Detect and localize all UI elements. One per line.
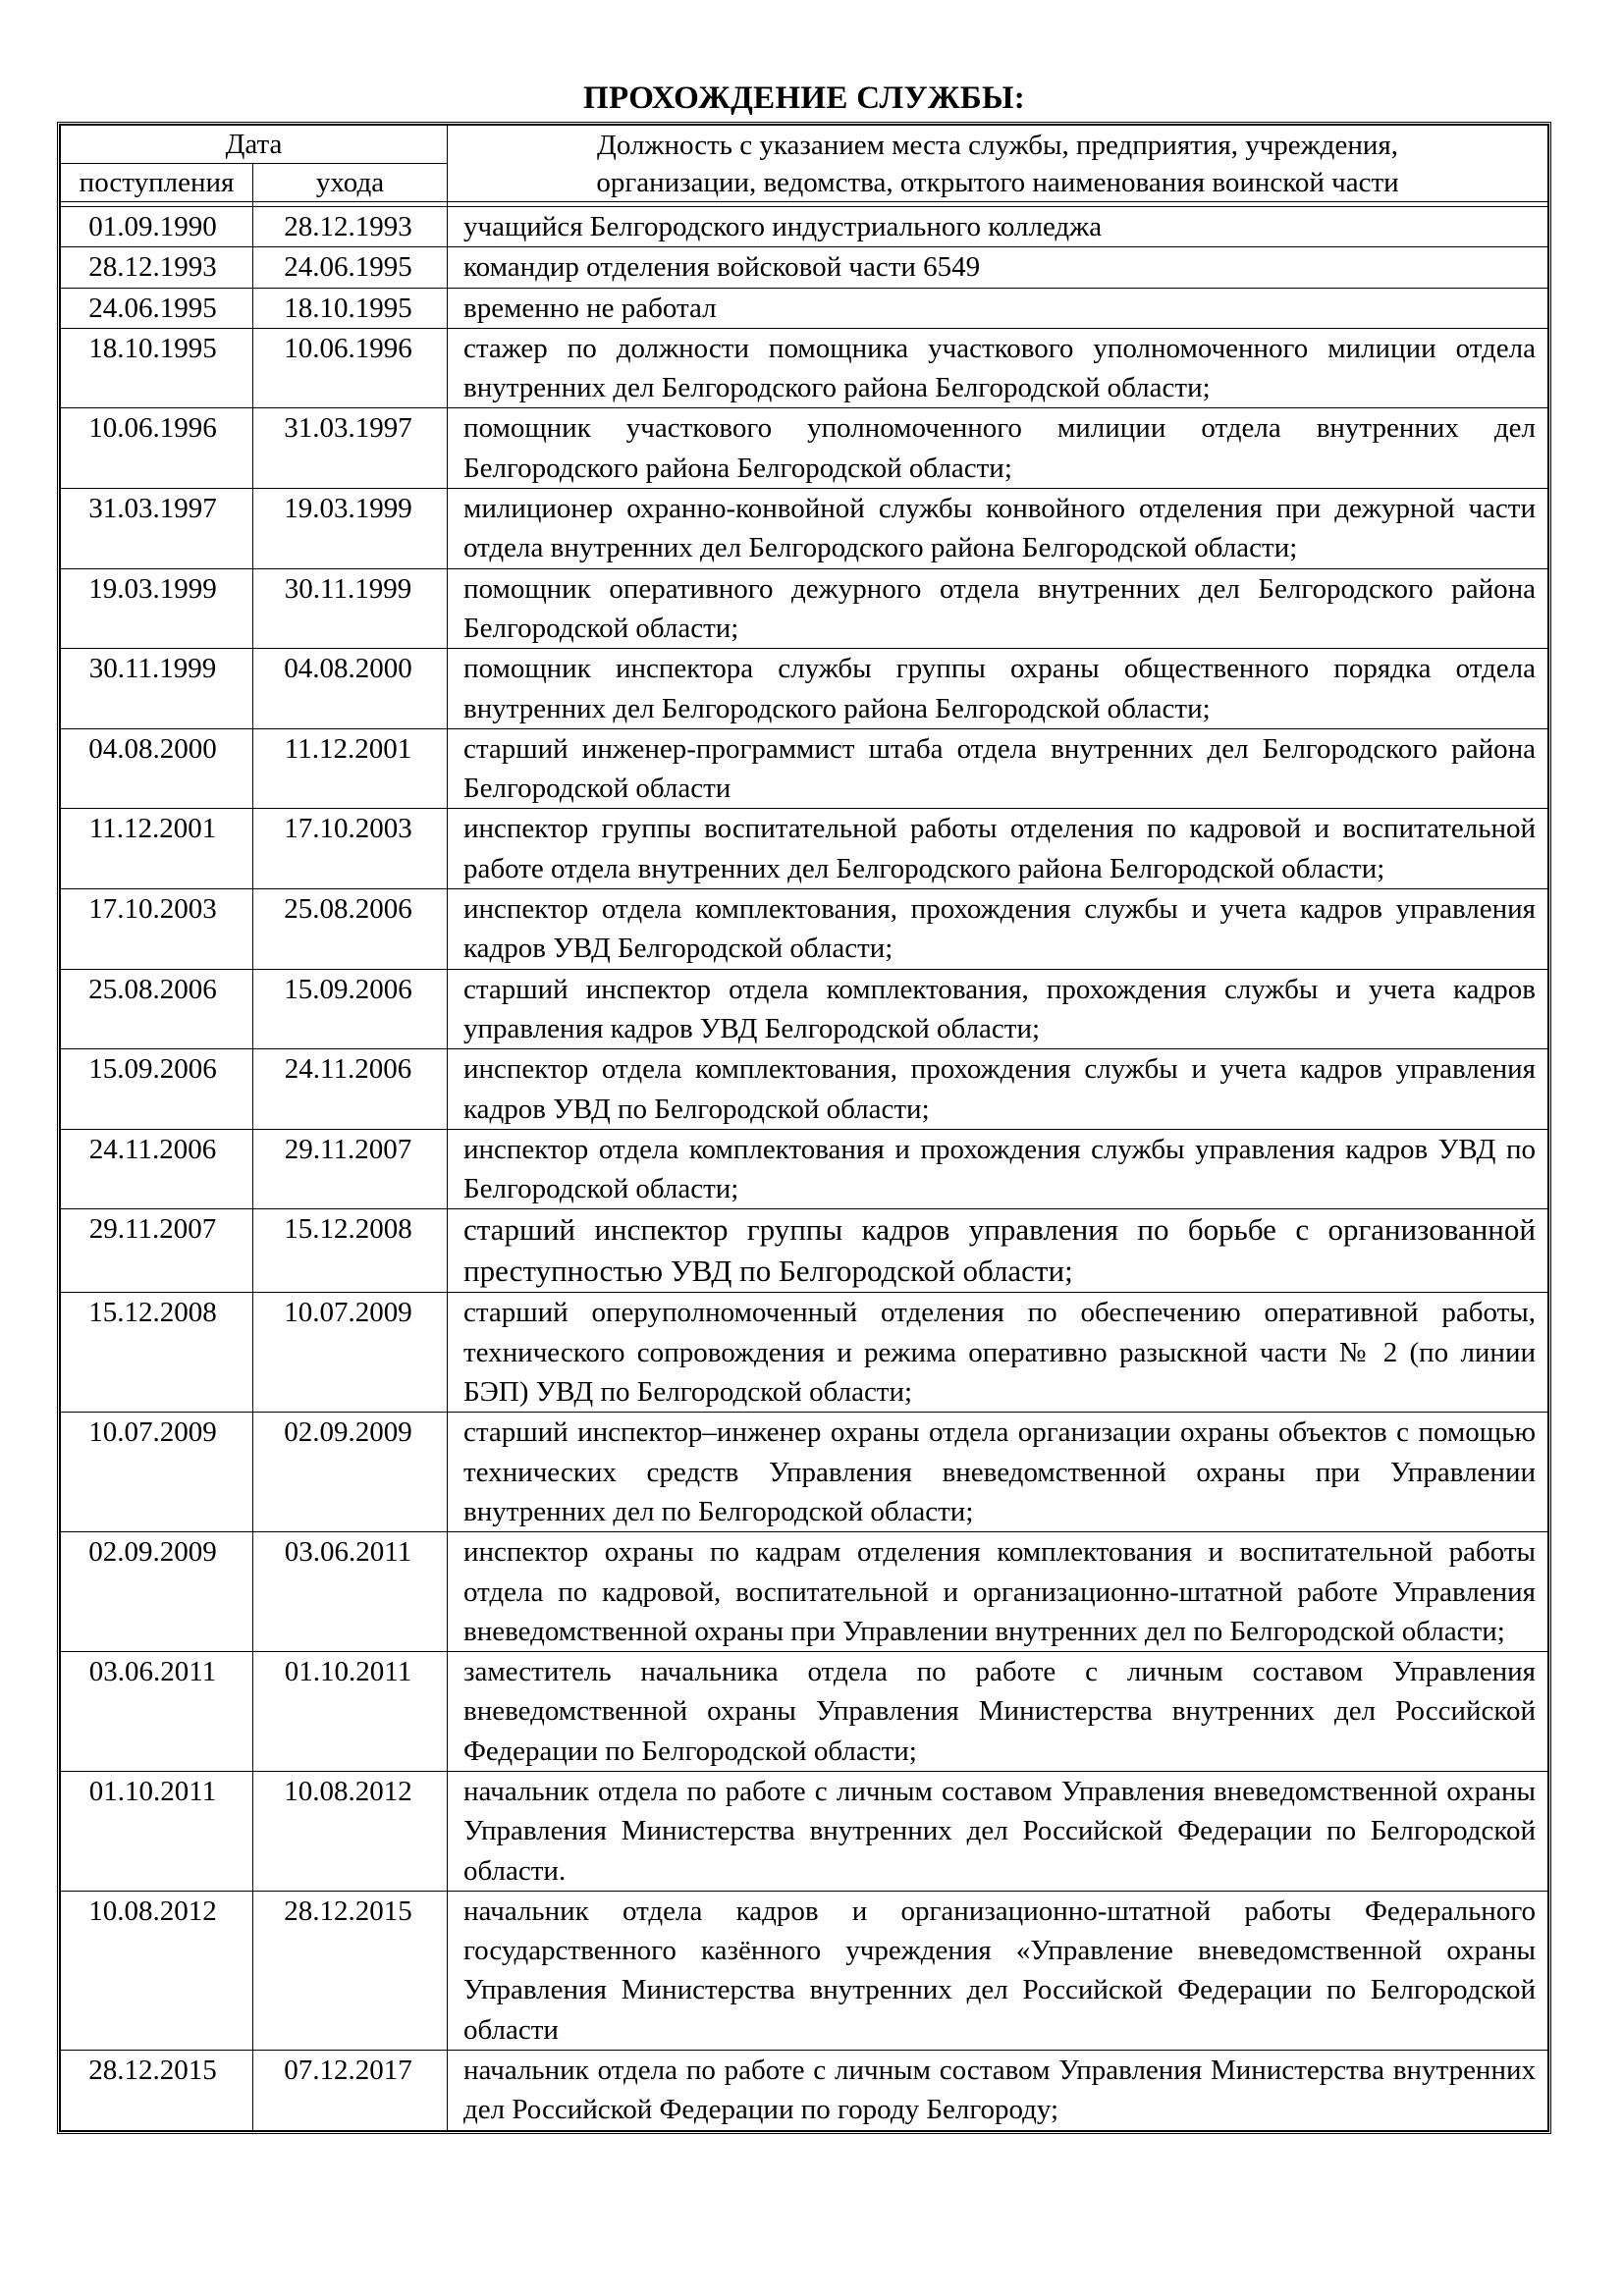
- position-cell: инспектор отдела комплектования, прохождения службы и учета кадров управления кадров УВД по Белгородской области;: [448, 1049, 1548, 1130]
- table-row: [61, 247, 1548, 288]
- table-row: [61, 1413, 1548, 1532]
- end-date-cell: 17.10.2003: [253, 809, 448, 889]
- page-title: ПРОХОЖДЕНИЕ СЛУЖБЫ:: [582, 80, 1026, 116]
- header-end-date: ухода: [253, 164, 448, 202]
- position-cell: инспектор отдела комплектования, прохождения службы и учета кадров управления кадров УВД Белгородской области;: [448, 889, 1548, 970]
- start-date-cell: 02.09.2009: [61, 1532, 253, 1652]
- position-cell: помощник инспектора службы группы охраны общественного порядка отдела внутренних дел Белгородского района Белгородской области;: [448, 649, 1548, 729]
- table-row: [61, 1293, 1548, 1413]
- end-date-cell: 07.12.2017: [253, 2051, 448, 2131]
- start-date-cell: 15.12.2008: [61, 1293, 253, 1413]
- start-date-cell: 29.11.2007: [61, 1209, 253, 1293]
- table-row: [61, 1209, 1548, 1293]
- end-date-cell: 29.11.2007: [253, 1129, 448, 1209]
- end-date-cell: 04.08.2000: [253, 649, 448, 729]
- position-cell: инспектор охраны по кадрам отделения комплектования и воспитательной работы отдела по кадровой, воспитательной и организационно-штатной работе Управления вневедомственной охраны при Управлении внутренних дел по Белгородской области;: [448, 1532, 1548, 1652]
- position-cell: старший инженер-программист штаба отдела внутренних дел Белгородского района Белгородской области: [448, 728, 1548, 809]
- start-date-cell: 01.10.2011: [61, 1771, 253, 1891]
- start-date-cell: 10.08.2012: [61, 1891, 253, 2050]
- position-cell: старший оперуполномоченный отделения по обеспечению оперативной работы, технического сопровождения и режима оперативно разыскной части № 2 (по линии БЭП) УВД по Белгородской области;: [448, 1293, 1548, 1413]
- position-cell: командир отделения войсковой части 6549: [448, 247, 1548, 288]
- position-cell: учащийся Белгородского индустриального колледжа: [448, 207, 1548, 247]
- end-date-cell: 24.06.1995: [253, 247, 448, 288]
- table-row: [61, 1532, 1548, 1652]
- end-date-cell: 19.03.1999: [253, 489, 448, 569]
- header-date: Дата: [61, 126, 448, 164]
- end-date-cell: 15.12.2008: [253, 1209, 448, 1293]
- service-record-rows: [61, 207, 1548, 2131]
- position-cell: старший инспектор отдела комплектования, прохождения службы и учета кадров управления кадров УВД Белгородской области;: [448, 969, 1548, 1049]
- service-record-table-frame: [57, 122, 1551, 2134]
- position-cell: помощник оперативного дежурного отдела внутренних дел Белгородского района Белгородской области;: [448, 568, 1548, 649]
- end-date-cell: 10.07.2009: [253, 1293, 448, 1413]
- end-date-cell: 25.08.2006: [253, 889, 448, 970]
- start-date-cell: 30.11.1999: [61, 649, 253, 729]
- end-date-cell: 01.10.2011: [253, 1652, 448, 1772]
- table-row: [61, 889, 1548, 970]
- table-row: [61, 328, 1548, 408]
- start-date-cell: 11.12.2001: [61, 809, 253, 889]
- start-date-cell: 18.10.1995: [61, 328, 253, 408]
- start-date-cell: 25.08.2006: [61, 969, 253, 1049]
- start-date-cell: 24.06.1995: [61, 288, 253, 328]
- position-cell: помощник участкового уполномоченного милиции отдела внутренних дел Белгородского района Белгородской области;: [448, 408, 1548, 489]
- table-row: [61, 1129, 1548, 1209]
- start-date-cell: 04.08.2000: [61, 728, 253, 809]
- position-cell: милиционер охранно-конвойной службы конвойного отделения при дежурной части отдела внутренних дел Белгородского района Белгородской области;: [448, 489, 1548, 569]
- header-position-line-2: организации, ведомства, открытого наименования воинской части: [596, 166, 1399, 198]
- end-date-cell: 11.12.2001: [253, 728, 448, 809]
- position-cell: стажер по должности помощника участкового уполномоченного милиции отдела внутренних дел Белгородского района Белгородской области;: [448, 328, 1548, 408]
- table-row: [61, 288, 1548, 328]
- position-cell: начальник отдела по работе с личным составом Управления вневедомственной охраны Управления Министерства внутренних дел Российской Федерации по Белгородской области.: [448, 1771, 1548, 1891]
- end-date-cell: 10.08.2012: [253, 1771, 448, 1891]
- table-row: [61, 1891, 1548, 2050]
- table-row: [61, 969, 1548, 1049]
- table-row: [61, 489, 1548, 569]
- start-date-cell: 17.10.2003: [61, 889, 253, 970]
- end-date-cell: 30.11.1999: [253, 568, 448, 649]
- table-row: [61, 809, 1548, 889]
- position-cell: инспектор группы воспитательной работы отделения по кадровой и воспитательной работе отдела внутренних дел Белгородского района Белгородской области;: [448, 809, 1548, 889]
- end-date-cell: 24.11.2006: [253, 1049, 448, 1130]
- table-row: [61, 2051, 1548, 2131]
- end-date-cell: 15.09.2006: [253, 969, 448, 1049]
- end-date-cell: 18.10.1995: [253, 288, 448, 328]
- end-date-cell: 02.09.2009: [253, 1413, 448, 1532]
- position-cell: начальник отдела кадров и организационно-штатной работы Федерального государственного казённого учреждения «Управление вневедомственной охраны Управления Министерства внутренних дел Российской Федерации по Белгородской области: [448, 1891, 1548, 2050]
- position-cell: старший инспектор–инженер охраны отдела организации охраны объектов с помощью технических средств Управления вневедомственной охраны при Управлении внутренних дел по Белгородской области;: [448, 1413, 1548, 1532]
- end-date-cell: 03.06.2011: [253, 1532, 448, 1652]
- position-cell: временно не работал: [448, 288, 1548, 328]
- start-date-cell: 28.12.1993: [61, 247, 253, 288]
- table-row: [61, 1049, 1548, 1130]
- start-date-cell: 31.03.1997: [61, 489, 253, 569]
- start-date-cell: 03.06.2011: [61, 1652, 253, 1772]
- start-date-cell: 28.12.2015: [61, 2051, 253, 2131]
- table-row: [61, 1652, 1548, 1772]
- document-page: [57, 77, 1551, 2134]
- end-date-cell: 10.06.1996: [253, 328, 448, 408]
- table-row: [61, 408, 1548, 489]
- table-row: [61, 649, 1548, 729]
- header-start-date: поступления: [61, 164, 253, 202]
- start-date-cell: 15.09.2006: [61, 1049, 253, 1130]
- service-record-table: [60, 125, 1548, 2131]
- position-cell: старший инспектор группы кадров управления по борьбе с организованной преступностью УВД по Белгородской области;: [448, 1209, 1548, 1293]
- position-cell: заместитель начальника отдела по работе с личным составом Управления вневедомственной охраны Управления Министерства внутренних дел Российской Федерации по Белгородской области;: [448, 1652, 1548, 1772]
- table-row: [61, 207, 1548, 247]
- start-date-cell: 24.11.2006: [61, 1129, 253, 1209]
- header-position: [448, 126, 1548, 202]
- start-date-cell: 10.06.1996: [61, 408, 253, 489]
- start-date-cell: 19.03.1999: [61, 568, 253, 649]
- start-date-cell: 01.09.1990: [61, 207, 253, 247]
- table-row: [61, 728, 1548, 809]
- end-date-cell: 28.12.2015: [253, 1891, 448, 2050]
- table-row: [61, 568, 1548, 649]
- end-date-cell: 28.12.1993: [253, 207, 448, 247]
- position-cell: инспектор отдела комплектования и прохождения службы управления кадров УВД по Белгородской области;: [448, 1129, 1548, 1209]
- header-position-line-1: Должность с указанием места службы, предприятия, учреждения,: [597, 129, 1398, 161]
- table-row: [61, 1771, 1548, 1891]
- end-date-cell: 31.03.1997: [253, 408, 448, 489]
- header-row-1: [61, 126, 1548, 164]
- start-date-cell: 10.07.2009: [61, 1413, 253, 1532]
- position-cell: начальник отдела по работе с личным составом Управления Министерства внутренних дел Российской Федерации по городу Белгороду;: [448, 2051, 1548, 2131]
